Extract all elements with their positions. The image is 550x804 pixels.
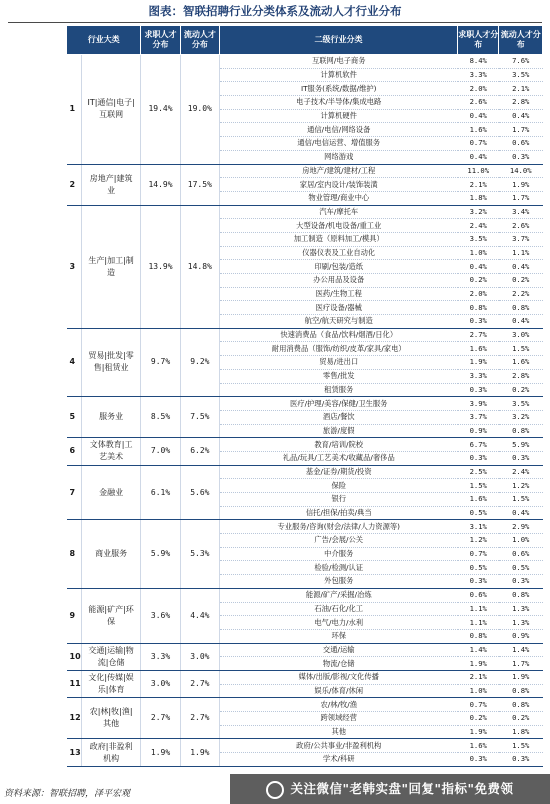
subcategory-name: 租赁服务 [220, 383, 458, 397]
subcategory-name: 家居/室内设计/装饰装潢 [220, 178, 458, 192]
group-name: 能源|矿产|环保 [81, 588, 141, 643]
table-row [67, 164, 543, 178]
subcategory-flow: 0.2% [499, 383, 543, 397]
subcategory-flow: 1.5% [499, 493, 543, 507]
subcategory-name: 零售/批发 [220, 369, 458, 383]
subcategory-name: 基金/证券/期货/投资 [220, 465, 458, 479]
table-row [67, 670, 543, 684]
group-index: 9 [67, 588, 82, 643]
subcategory-flow: 3.2% [499, 410, 543, 424]
subcategory-name: 通信/电信/网络设备 [220, 123, 458, 137]
table-row [67, 739, 543, 753]
group-name: 农|林|牧|渔|其他 [81, 698, 141, 739]
subcategory-name: 检验/检测/认证 [220, 561, 458, 575]
subcategory-seek: 1.2% [458, 534, 499, 548]
subcategory-seek: 1.9% [458, 356, 499, 370]
group-name: 生产|加工|制造 [81, 205, 141, 328]
subcategory-seek: 0.3% [458, 575, 499, 589]
subcategory-name: 农/林/牧/渔 [220, 698, 458, 712]
table-row [67, 328, 543, 342]
subcategory-name: 外包服务 [220, 575, 458, 589]
subcategory-flow: 0.3% [499, 150, 543, 164]
group-seek: 8.5% [141, 397, 180, 438]
subcategory-name: 学术/科研 [220, 753, 458, 767]
subcategory-seek: 2.5% [458, 465, 499, 479]
subcategory-flow: 1.6% [499, 356, 543, 370]
subcategory-name: 中介服务 [220, 547, 458, 561]
subcategory-name: 礼品/玩具/工艺美术/收藏品/奢侈品 [220, 451, 458, 465]
subcategory-seek: 1.6% [458, 739, 499, 753]
subcategory-flow: 0.8% [499, 588, 543, 602]
subcategory-flow: 0.4% [499, 506, 543, 520]
subcategory-seek: 3.3% [458, 369, 499, 383]
subcategory-name: 办公用品及设备 [220, 274, 458, 288]
subcategory-name: 旅游/度假 [220, 424, 458, 438]
subcategory-flow: 1.8% [499, 725, 543, 739]
group-name: 文体教育|工艺美术 [81, 438, 141, 465]
group-index: 5 [67, 397, 82, 438]
subcategory-flow: 1.0% [499, 534, 543, 548]
subcategory-flow: 0.4% [499, 260, 543, 274]
subcategory-seek: 1.9% [458, 725, 499, 739]
subcategory-flow: 2.4% [499, 465, 543, 479]
subcategory-name: 物业管理/商业中心 [220, 191, 458, 205]
subcategory-name: 媒体/出版/影视/文化传播 [220, 670, 458, 684]
subcategory-seek: 3.3% [458, 68, 499, 82]
subcategory-flow: 3.5% [499, 397, 543, 411]
subcategory-flow: 3.4% [499, 205, 543, 219]
subcategory-name: 教育/培训/院校 [220, 438, 458, 452]
subcategory-flow: 2.1% [499, 82, 543, 96]
subcategory-seek: 1.5% [458, 479, 499, 493]
subcategory-flow: 5.9% [499, 438, 543, 452]
subcategory-flow: 1.5% [499, 739, 543, 753]
subcategory-seek: 0.8% [458, 629, 499, 643]
subcategory-name: 汽车/摩托车 [220, 205, 458, 219]
subcategory-flow: 2.8% [499, 369, 543, 383]
wechat-icon [266, 781, 284, 799]
group-seek: 2.7% [141, 698, 180, 739]
subcategory-name: 其他 [220, 725, 458, 739]
subcategory-name: 交通/运输 [220, 643, 458, 657]
group-name: 房地产|建筑业 [81, 164, 141, 205]
subcategory-seek: 0.4% [458, 109, 499, 123]
subcategory-seek: 0.5% [458, 506, 499, 520]
subcategory-seek: 3.7% [458, 410, 499, 424]
subcategory-name: 医疗/护理/美容/保健/卫生服务 [220, 397, 458, 411]
subcategory-flow: 1.5% [499, 342, 543, 356]
subcategory-name: 能源/矿产/采掘/冶炼 [220, 588, 458, 602]
table-row [67, 438, 543, 452]
group-flow: 7.5% [180, 397, 219, 438]
group-flow: 6.2% [180, 438, 219, 465]
subcategory-flow: 3.5% [499, 68, 543, 82]
subcategory-flow: 1.1% [499, 246, 543, 260]
subcategory-name: 石油/石化/化工 [220, 602, 458, 616]
subcategory-flow: 0.3% [499, 753, 543, 767]
group-seek: 19.4% [141, 55, 180, 165]
group-seek: 3.0% [141, 670, 180, 697]
subcategory-seek: 2.0% [458, 82, 499, 96]
header-flow-1: 流动人才分布 [180, 26, 219, 55]
subcategory-seek: 0.4% [458, 150, 499, 164]
table-row [67, 205, 543, 219]
group-flow: 5.3% [180, 520, 219, 588]
subcategory-seek: 3.2% [458, 205, 499, 219]
subcategory-flow: 0.8% [499, 684, 543, 698]
subcategory-name: 互联网/电子商务 [220, 55, 458, 69]
group-index: 11 [67, 670, 82, 697]
group-name: 金融业 [81, 465, 141, 520]
subcategory-flow: 0.3% [499, 575, 543, 589]
subcategory-seek: 2.7% [458, 328, 499, 342]
subcategory-seek: 0.3% [458, 451, 499, 465]
subcategory-flow: 1.3% [499, 616, 543, 630]
table-row [67, 520, 543, 534]
group-seek: 3.3% [141, 643, 180, 670]
subcategory-flow: 0.8% [499, 301, 543, 315]
subcategory-flow: 0.5% [499, 561, 543, 575]
subcategory-seek: 1.6% [458, 493, 499, 507]
subcategory-flow: 7.6% [499, 55, 543, 69]
subcategory-seek: 0.7% [458, 547, 499, 561]
group-flow: 2.7% [180, 670, 219, 697]
group-seek: 5.9% [141, 520, 180, 588]
subcategory-name: 医疗设备/器械 [220, 301, 458, 315]
table-row [67, 588, 543, 602]
subcategory-name: 大型设备/机电设备/重工业 [220, 219, 458, 233]
table-row [67, 55, 543, 69]
group-seek: 13.9% [141, 205, 180, 328]
watermark-text: 关注微信"老韩实盘"回复"指标"免费领 [290, 781, 514, 796]
group-flow: 14.8% [180, 205, 219, 328]
subcategory-name: 信托/担保/拍卖/典当 [220, 506, 458, 520]
subcategory-name: 加工制造（原料加工/模具） [220, 232, 458, 246]
subcategory-seek: 1.1% [458, 602, 499, 616]
group-flow: 9.2% [180, 328, 219, 396]
subcategory-name: 专业服务/咨询(财会/法律/人力资源等) [220, 520, 458, 534]
subcategory-seek: 1.6% [458, 342, 499, 356]
subcategory-flow: 2.2% [499, 287, 543, 301]
group-index: 6 [67, 438, 82, 465]
subcategory-name: 通信/电信运营、增值服务 [220, 137, 458, 151]
watermark-banner [230, 774, 550, 804]
subcategory-name: 房地产/建筑/建材/工程 [220, 164, 458, 178]
subcategory-name: 网络游戏 [220, 150, 458, 164]
subcategory-flow: 3.0% [499, 328, 543, 342]
group-index: 12 [67, 698, 82, 739]
subcategory-name: 计算机硬件 [220, 109, 458, 123]
header-row [67, 26, 543, 55]
subcategory-seek: 3.9% [458, 397, 499, 411]
source-note: 资料来源：智联招聘，泽平宏观 [4, 789, 131, 799]
group-index: 2 [67, 164, 82, 205]
subcategory-name: 耐用消费品（服饰/纺织/皮革/家具/家电） [220, 342, 458, 356]
subcategory-seek: 8.4% [458, 55, 499, 69]
subcategory-flow: 14.0% [499, 164, 543, 178]
group-seek: 6.1% [141, 465, 180, 520]
subcategory-name: IT服务(系统/数据/维护) [220, 82, 458, 96]
subcategory-flow: 1.7% [499, 657, 543, 671]
group-seek: 3.6% [141, 588, 180, 643]
group-index: 1 [67, 55, 82, 165]
subcategory-seek: 3.1% [458, 520, 499, 534]
subcategory-name: 航空/航天研究与制造 [220, 315, 458, 329]
group-name: 交通|运输|物流|仓储 [81, 643, 141, 670]
subcategory-seek: 0.3% [458, 753, 499, 767]
subcategory-seek: 0.6% [458, 588, 499, 602]
subcategory-flow: 0.3% [499, 451, 543, 465]
subcategory-flow: 1.9% [499, 670, 543, 684]
group-index: 10 [67, 643, 82, 670]
subcategory-name: 保险 [220, 479, 458, 493]
subcategory-name: 广告/会展/公关 [220, 534, 458, 548]
subcategory-seek: 11.0% [458, 164, 499, 178]
group-name: IT|通信|电子|互联网 [81, 55, 141, 165]
group-seek: 14.9% [141, 164, 180, 205]
group-index: 13 [67, 739, 82, 766]
subcategory-flow: 1.2% [499, 479, 543, 493]
table-row [67, 643, 543, 657]
group-flow: 17.5% [180, 164, 219, 205]
table-row [67, 397, 543, 411]
subcategory-seek: 0.8% [458, 301, 499, 315]
group-index: 3 [67, 205, 82, 328]
group-seek: 1.9% [141, 739, 180, 766]
group-index: 8 [67, 520, 82, 588]
subcategory-flow: 0.8% [499, 698, 543, 712]
subcategory-name: 酒店/餐饮 [220, 410, 458, 424]
subcategory-seek: 1.4% [458, 643, 499, 657]
subcategory-flow: 0.8% [499, 424, 543, 438]
subcategory-name: 银行 [220, 493, 458, 507]
subcategory-flow: 0.4% [499, 315, 543, 329]
subcategory-seek: 1.0% [458, 246, 499, 260]
subcategory-seek: 0.9% [458, 424, 499, 438]
subcategory-name: 医药/生物工程 [220, 287, 458, 301]
subcategory-seek: 0.4% [458, 260, 499, 274]
group-index: 4 [67, 328, 82, 396]
subcategory-flow: 2.6% [499, 219, 543, 233]
subcategory-name: 物流/仓储 [220, 657, 458, 671]
subcategory-seek: 1.0% [458, 684, 499, 698]
group-name: 服务业 [81, 397, 141, 438]
subcategory-flow: 1.7% [499, 123, 543, 137]
group-name: 商业服务 [81, 520, 141, 588]
subcategory-flow: 3.7% [499, 232, 543, 246]
subcategory-flow: 0.4% [499, 109, 543, 123]
header-seek-2: 求职人才分布 [458, 26, 499, 55]
subcategory-seek: 0.7% [458, 698, 499, 712]
subcategory-seek: 2.6% [458, 96, 499, 110]
subcategory-name: 印刷/包装/造纸 [220, 260, 458, 274]
group-seek: 7.0% [141, 438, 180, 465]
subcategory-seek: 0.3% [458, 383, 499, 397]
subcategory-flow: 1.4% [499, 643, 543, 657]
table-row [67, 465, 543, 479]
subcategory-flow: 0.6% [499, 137, 543, 151]
subcategory-seek: 0.7% [458, 137, 499, 151]
subcategory-name: 贸易/进出口 [220, 356, 458, 370]
subcategory-seek: 0.3% [458, 315, 499, 329]
header-category: 行业大类 [67, 26, 141, 55]
subcategory-seek: 0.2% [458, 712, 499, 726]
subcategory-name: 环保 [220, 629, 458, 643]
subcategory-flow: 0.9% [499, 629, 543, 643]
subcategory-seek: 2.4% [458, 219, 499, 233]
group-flow: 19.0% [180, 55, 219, 165]
subcategory-seek: 3.5% [458, 232, 499, 246]
title-divider [8, 22, 542, 23]
subcategory-flow: 0.2% [499, 712, 543, 726]
subcategory-seek: 1.1% [458, 616, 499, 630]
subcategory-name: 快速消费品（食品/饮料/烟酒/日化） [220, 328, 458, 342]
subcategory-seek: 2.1% [458, 178, 499, 192]
group-flow: 2.7% [180, 698, 219, 739]
group-seek: 9.7% [141, 328, 180, 396]
subcategory-seek: 1.8% [458, 191, 499, 205]
header-subcategory: 二级行业分类 [220, 26, 458, 55]
subcategory-name: 政府/公共事业/非盈利机构 [220, 739, 458, 753]
header-seek-1: 求职人才分布 [141, 26, 180, 55]
subcategory-seek: 1.9% [458, 657, 499, 671]
group-name: 贸易|批发|零售|租赁业 [81, 328, 141, 396]
subcategory-flow: 0.2% [499, 274, 543, 288]
group-flow: 5.6% [180, 465, 219, 520]
group-flow: 1.9% [180, 739, 219, 766]
subcategory-flow: 1.9% [499, 178, 543, 192]
subcategory-name: 跨领域经营 [220, 712, 458, 726]
subcategory-seek: 0.2% [458, 274, 499, 288]
subcategory-seek: 2.0% [458, 287, 499, 301]
subcategory-name: 计算机软件 [220, 68, 458, 82]
subcategory-seek: 6.7% [458, 438, 499, 452]
subcategory-seek: 2.1% [458, 670, 499, 684]
group-name: 政府|非盈利机构 [81, 739, 141, 766]
group-name: 文化|传媒|娱乐|体育 [81, 670, 141, 697]
table-title: 图表：智联招聘行业分类体系及流动人才行业分布 [148, 4, 402, 18]
subcategory-seek: 0.5% [458, 561, 499, 575]
subcategory-seek: 1.6% [458, 123, 499, 137]
group-flow: 4.4% [180, 588, 219, 643]
subcategory-flow: 0.6% [499, 547, 543, 561]
subcategory-flow: 2.9% [499, 520, 543, 534]
industry-table [66, 25, 543, 767]
subcategory-flow: 1.7% [499, 191, 543, 205]
subcategory-name: 仪器仪表及工业自动化 [220, 246, 458, 260]
subcategory-name: 娱乐/体育/休闲 [220, 684, 458, 698]
subcategory-flow: 2.8% [499, 96, 543, 110]
table-body [67, 55, 543, 767]
group-flow: 3.0% [180, 643, 219, 670]
table-row [67, 698, 543, 712]
subcategory-name: 电子技术/半导体/集成电路 [220, 96, 458, 110]
subcategory-flow: 1.3% [499, 602, 543, 616]
group-index: 7 [67, 465, 82, 520]
header-flow-2: 流动人才分布 [499, 26, 543, 55]
subcategory-name: 电气/电力/水利 [220, 616, 458, 630]
